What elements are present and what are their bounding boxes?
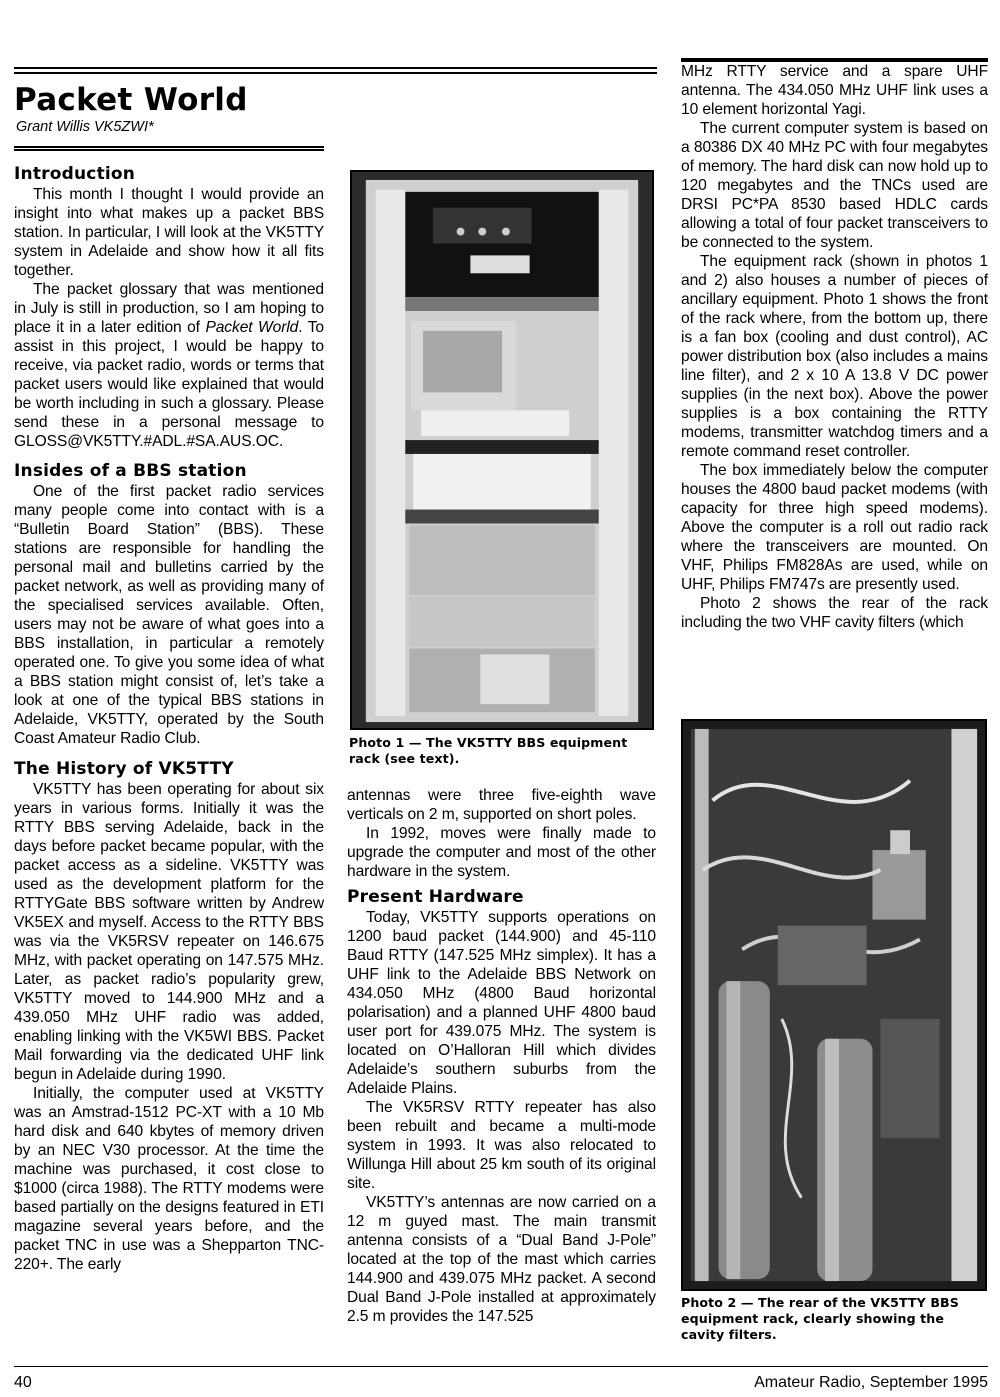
photo-1-equipment-rack — [350, 170, 654, 730]
subheader-rule — [14, 146, 324, 151]
photo-2-rack-rear — [681, 719, 987, 1291]
rack-front-photo-icon — [352, 172, 652, 728]
computer-system-paragraph: The current computer system is based on a 80386 DX 40 MHz PC with four megabytes of memory. The hard disk can now hold up to 120 megabytes and the TNCs used are DRSI PC*PA 8530 based HDLC cards allowing a total of four packet transceivers to be connected to the system. — [681, 120, 988, 251]
intro-p2-publication: Packet World — [205, 319, 299, 336]
history-paragraph-2: Initially, the computer used at VK5TTY was an Amstrad-1512 PC-XT with a 10 Mb hard disk and 640 kbytes of memory driven by an NEC V30 processor. At the time the machine was purchased, it cost close to $1000 (circa 1988). The RTTY modems were based partially on the designs featured in ETI magazine several years before, and the packet TNC in use was a Shepparton TNC-220+. The early — [14, 1085, 324, 1273]
section-heading-insides: Insides of a BBS station — [14, 461, 247, 481]
rack-rear-photo-icon — [683, 721, 985, 1289]
page-number: 40 — [14, 1374, 32, 1391]
photo-2-intro-paragraph: Photo 2 shows the rear of the rack including the two VHF cavity filters (which — [681, 595, 988, 631]
equipment-rack-paragraph: The equipment rack (shown in photos 1 and 2) also houses a number of pieces of ancillary equipment. Photo 1 shows the front of the rack where, from the bottom up, there is a fan box (cooling and dust control), AC power distribution box (also includes a mains line filter), and 2 x 10 A 13.8 V DC power supplies (in the next box). Above the power supplies is a box containing the RTTY modems, transmitter watchdog timers and a remote command reset controller. — [681, 253, 988, 460]
intro-p2-text-a: The packet glossary that was mentioned in July is still in production, so I am hoping to place it in a later edition of — [14, 281, 324, 336]
footer-rule — [14, 1366, 988, 1367]
section-heading-present-hardware: Present Hardware — [347, 887, 524, 907]
rtty-service-paragraph: MHz RTTY service and a spare UHF antenna. The 434.050 MHz UHF link uses a 10 element horizontal Yagi. — [681, 63, 988, 118]
article-byline: Grant Willis VK5ZWI* — [16, 119, 154, 135]
photo-1-caption: Photo 1 — The VK5TTY BBS equipment rack (see text). — [349, 735, 628, 766]
intro-paragraph-2 — [14, 280, 324, 451]
article-title: Packet World — [14, 82, 248, 118]
upgrade-1992-paragraph: In 1992, moves were finally made to upgrade the computer and most of the other hardware in the system. — [347, 825, 656, 880]
header-rule-left — [14, 67, 657, 74]
column-2 — [347, 786, 656, 1326]
section-heading-history: The History of VK5TTY — [14, 759, 234, 779]
magazine-credit: Amateur Radio, September 1995 — [754, 1374, 988, 1391]
present-paragraph-3: VK5TTY’s antennas are now carried on a 12 m guyed mast. The main transmit antenna consists of a “Dual Band J-Pole” located at the top of the mast which carries 144.900 and 439.075 MHz packet. A second Dual Band J-Pole installed at approximately 2.5 m provides the 147.525 — [347, 1194, 656, 1325]
section-heading-introduction: Introduction — [14, 164, 136, 184]
box-below-computer-paragraph: The box immediately below the computer houses the 4800 baud packet modems (with capacity for three high speed modems). Above the computer is a roll out radio rack where the transceivers are mounted. On VHF, Philips FM828As are used, while on UHF, Philips FM747s are presently used. — [681, 462, 988, 593]
column-3 — [681, 62, 988, 632]
present-paragraph-1: Today, VK5TTY supports operations on 1200 baud packet (144.900) and 45-110 Baud RTTY (147.525 MHz simplex). It has a UHF link to the Adelaide BBS Network on 434.050 MHz (4800 Baud horizontal polarisation) and a planned UHF 4800 baud user port for 439.075 MHz. The system is located on O’Halloran Hill which divides Adelaide’s southern suburbs from the Adelaide Plains. — [347, 909, 656, 1097]
intro-p2-text-b: . To assist in this project, I would be happy to receive, via packet radio, words or terms that packet users would like explained that would be worth including in such a glossary. Please send these in a personal message to GLOSS@VK5TTY.#ADL.#SA.AUS.OC. — [14, 319, 325, 450]
present-paragraph-2: The VK5RSV RTTY repeater has also been rebuilt and became a multi-mode system in 1993. It was also relocated to Willunga Hill about 25 km south of its original site. — [347, 1099, 656, 1192]
insides-paragraph-1: One of the first packet radio services many people come into contact with is a “Bulletin Board Station” (BBS). These stations are responsible for handling the personal mail and bulletins carried by the packet network, as well as providing many of the specialised services available. Often, users may not be aware of what goes into a BBS installation, in particular a remotely operated one. To give you some idea of what a BBS station might consist of, let’s take a look at one of the typical BBS stations in Adelaide, VK5TTY, operated by the South Coast Amateur Radio Club. — [14, 483, 324, 747]
column-1 — [14, 163, 324, 1274]
photo-2-caption: Photo 2 — The rear of the VK5TTY BBS equipment rack, clearly showing the cavity filters. — [681, 1295, 959, 1342]
intro-paragraph-1: This month I thought I would provide an insight into what makes up a packet BBS station. In particular, I will look at the VK5TTY system in Adelaide and show how it all fits together. — [14, 186, 324, 279]
history-paragraph-1: VK5TTY has been operating for about six years in various forms. Initially it was the RTTY BBS serving Adelaide, back in the days before packet became popular, with the packet access as a sideline. VK5TTY was used as the development platform for the RTTYGate BBS software written by Andrew VK5EX and myself. Access to the RTTY BBS was via the VK5RSV repeater on 146.675 MHz, with packet operating on 147.575 MHz. Later, as packet radio’s popularity grew, VK5TTY moved to 144.900 MHz and a 439.050 MHz UHF radio was added, enabling linking with the VK5WI BBS. Packet Mail forwarding via the dedicated UHF link begun in Adelaide during 1990. — [14, 781, 324, 1083]
history-continued-paragraph: antennas were three five-eighth wave verticals on 2 m, supported on short poles. — [347, 787, 656, 823]
